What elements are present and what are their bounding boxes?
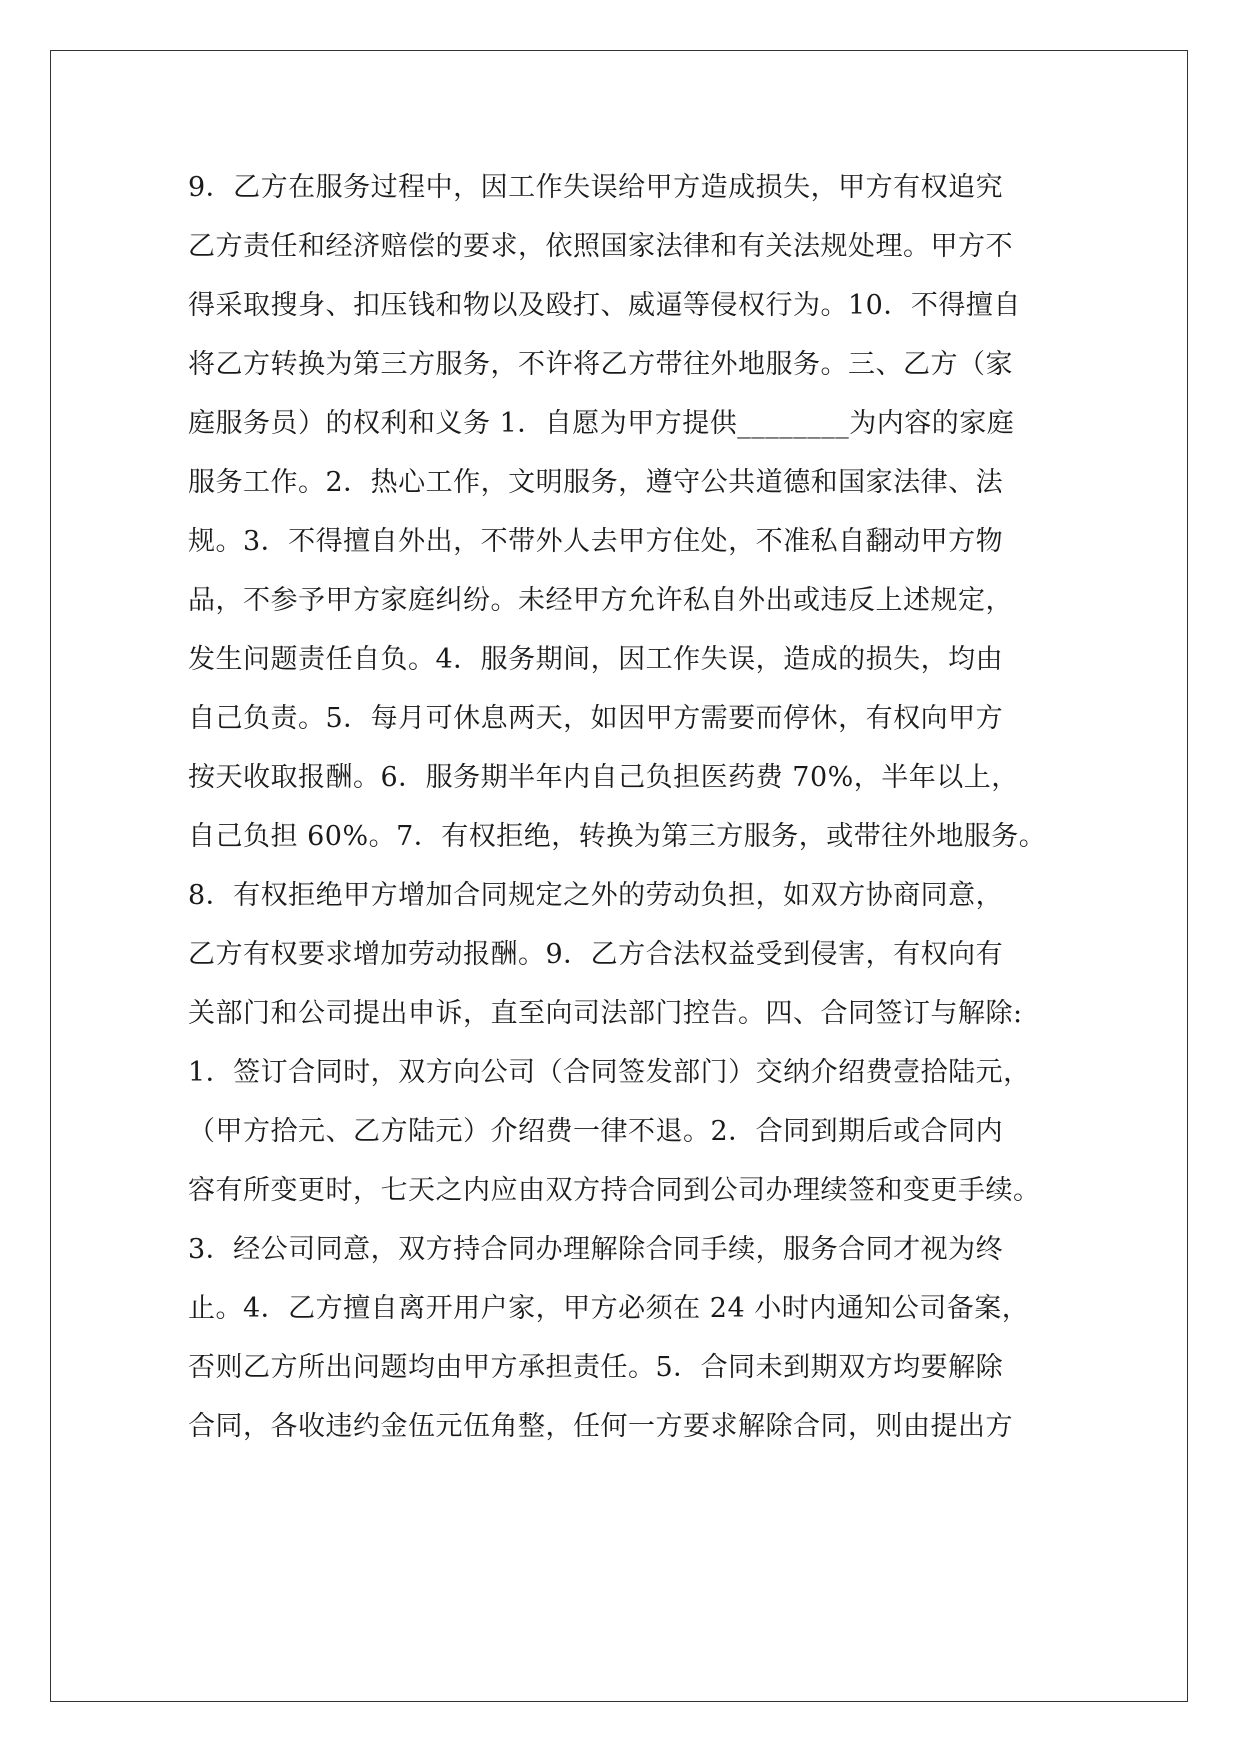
text-line: 庭服务员）的权利和义务 1．自愿为甲方提供________为内容的家庭 <box>188 408 1015 439</box>
text-line: 关部门和公司提出申诉，直至向司法部门控告。四、合同签订与解除: <box>188 998 1023 1029</box>
text-line: 得采取搜身、扣压钱和物以及殴打、威逼等侵权行为。10．不得擅自 <box>188 290 1021 321</box>
text-line: 按天收取报酬。6．服务期半年内自己负担医药费 70%，半年以上， <box>188 762 1019 793</box>
text-line: 将乙方转换为第三方服务，不许将乙方带往外地服务。三、乙方（家 <box>188 349 1013 380</box>
text-line: 品，不参予甲方家庭纠纷。未经甲方允许私自外出或违反上述规定， <box>188 585 1013 616</box>
text-line: 容有所变更时，七天之内应由双方持合同到公司办理续签和变更手续。 <box>188 1175 1041 1206</box>
document-body <box>188 158 1088 1456</box>
text-line: 3．经公司同意，双方持合同办理解除合同手续，服务合同才视为终 <box>188 1234 1004 1265</box>
text-line: 规。3．不得擅自外出，不带外人去甲方住处，不准私自翻动甲方物 <box>188 526 1004 557</box>
text-line: 8．有权拒绝甲方增加合同规定之外的劳动负担，如双方协商同意， <box>188 880 1004 911</box>
text-line: 乙方责任和经济赔偿的要求，依照国家法律和有关法规处理。甲方不 <box>188 231 1013 262</box>
text-line: 否则乙方所出问题均由甲方承担责任。5．合同未到期双方均要解除 <box>188 1352 1004 1383</box>
text-line: 服务工作。2．热心工作，文明服务，遵守公共道德和国家法律、法 <box>188 467 1004 498</box>
text-line: 1．签订合同时，双方向公司（合同签发部门）交纳介绍费壹拾陆元， <box>188 1057 1031 1088</box>
text-line: 自己负担 60%。7．有权拒绝，转换为第三方服务，或带往外地服务。 <box>188 821 1047 852</box>
text-line: 发生问题责任自负。4．服务期间，因工作失误，造成的损失，均由 <box>188 644 1004 675</box>
text-line: 乙方有权要求增加劳动报酬。9．乙方合法权益受到侵害，有权向有 <box>188 939 1004 970</box>
text-line: 合同，各收违约金伍元伍角整，任何一方要求解除合同，则由提出方 <box>188 1411 1013 1442</box>
text-line: 自己负责。5．每月可休息两天，如因甲方需要而停休，有权向甲方 <box>188 703 1004 734</box>
text-line: （甲方拾元、乙方陆元）介绍费一律不退。2．合同到期后或合同内 <box>188 1116 1004 1147</box>
text-line: 9．乙方在服务过程中，因工作失误给甲方造成损失，甲方有权追究 <box>188 172 1004 203</box>
text-line: 止。4．乙方擅自离开用户家，甲方必须在 24 小时内通知公司备案， <box>188 1293 1030 1324</box>
